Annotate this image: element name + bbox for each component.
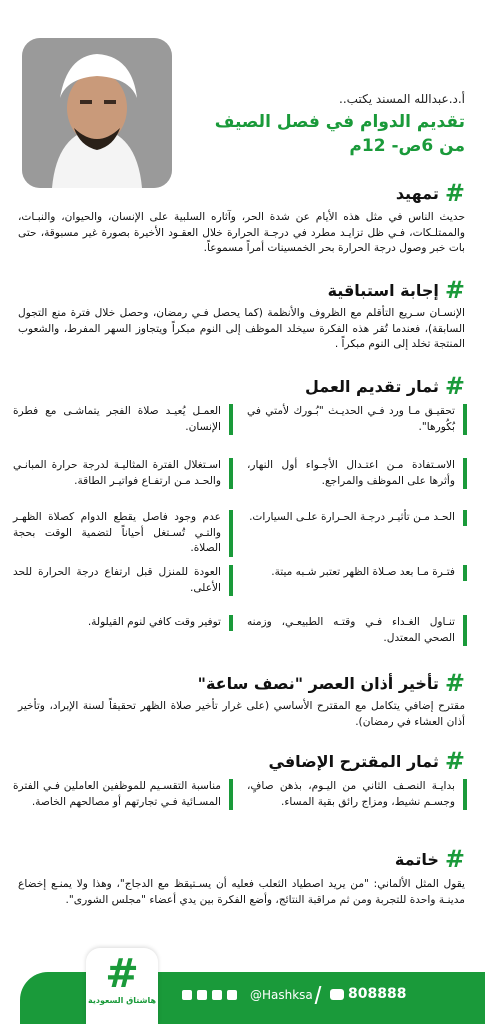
hashtag-icon: #	[444, 669, 465, 697]
benefit-right-1: تحقيـق مـا ورد فـي الحديـث "بُـورك لأمتي في بُكُورها".	[247, 404, 467, 435]
intro-text: حديث الناس في مثل هذه الأيام عن شدة الحر، وآثاره السلبية على الإنسان، والحيوان، والنبـات، والممتلـكات، فـي ظل تزايـد مطرد في درجـة الحرارة خلال العقـود الأخيرة بصورة غير مسبوقة، حتى بات خبر وصول درجة الحرارة بحر الخمسينات أمراً مسموعاً.	[18, 211, 465, 254]
benefit-left-5: توفير وقت كافي لنوم القيلولة.	[13, 615, 233, 631]
sms-number[interactable]: 808888	[330, 986, 406, 1002]
asr-text: مقترح إضافي يتكامل مع المقترح الأساسي (على غرار تأخير صلاة الظهر تحقيقاً لسنة الإبراد، وتأخير أذان العشاء في رمضان).	[18, 700, 465, 728]
section-title-benefits: # ثمار تقديم العمل	[304, 372, 465, 400]
benefit-left-3: عدم وجود فاصل يقطع الدوام كصلاة الظهـر والتـي تُسـتغل أحياناً لتضمية الوقت بحجة الصلاة.	[13, 510, 233, 557]
benefit-left-2: اسـتغلال الفترة المثاليـة لدرجة حرارة المبانـي والحـد مـن ارتفـاع فواتيـر الطاقة.	[13, 458, 233, 489]
author-byline: أ.د.عبدالله المسند يكتب..	[339, 92, 465, 106]
twitter-icon[interactable]	[182, 990, 192, 1000]
hashtag-icon: #	[444, 372, 465, 400]
extra-left: مناسبة التقسـيم للموظفين العاملين فـي الفترة المسـائية فـي تجارتهم أو مصالحهم الخاصة.	[13, 779, 233, 810]
author-portrait-icon	[22, 38, 172, 188]
extra-right: بدايـة النصـف الثاني من اليـوم، بذهن صافٍ، وجسـم نشيط، ومزاج رائق بقية المساء.	[247, 779, 467, 810]
hashtag-icon: #	[444, 845, 465, 873]
benefit-left-4: العودة للمنزل قبل ارتفاع درجة الحرارة للحد الأعلى.	[13, 565, 233, 596]
title-line-1: تقديم الدوام في فصل الصيف	[214, 112, 465, 132]
section-title-extra: # ثمار المقترح الإضافي	[268, 747, 465, 775]
sms-icon	[330, 989, 344, 1000]
hashtag-icon: #	[444, 747, 465, 775]
author-photo	[22, 38, 172, 188]
section-title-asr: # تأخير أذان العصر "نصف ساعة"	[197, 669, 465, 697]
hashtag-icon: #	[444, 179, 465, 207]
social-handle[interactable]: @Hashksa	[250, 988, 313, 1002]
benefit-right-5: تنـاول الغـداء فـي وقتـه الطبيعـي، وزمنه الصحي المعتدل.	[247, 615, 467, 646]
benefit-right-2: الاسـتفادة مـن اعتـدال الأجـواء أول النهار، وأثرها على الموظف والمراجع.	[247, 458, 467, 489]
benefit-right-3: الحـد مـن تأثيـر درجـة الحـرارة علـى السيارات.	[247, 510, 467, 526]
benefit-right-4: فتـرة مـا بعد صـلاة الظهر تعتبر شـبه ميتة.	[247, 565, 467, 581]
brand-hash-logo-icon: #	[105, 951, 139, 997]
social-icons	[182, 990, 237, 1000]
section-title-preemptive: # إجابة استباقية	[327, 276, 465, 304]
section-title-conclusion: # خاتمة	[394, 845, 465, 873]
section-title-intro: # تمهيد	[395, 179, 465, 207]
snapchat-icon[interactable]	[197, 990, 207, 1000]
benefit-left-1: العمـل يُعيـد صلاة الفجر يتماشـى مع فطرة الإنسان.	[13, 404, 233, 435]
brand-name: هاشتاق السعودية	[87, 996, 156, 1005]
conclusion-text: يقول المثل الألماني: "من يريد اصطياد الثعلب فعليه أن يسـتيقظ مع الدجاج"، وهذا ولا يمنـع إخضاع مدينـة واحدة للتجربة ومن ثم مراقبة النتائج، وأضع الفكرة بين يدي أعضاء "مجلس الشورى".	[18, 878, 465, 906]
telegram-icon[interactable]	[227, 990, 237, 1000]
brand-badge[interactable]	[86, 948, 158, 1024]
preemptive-text: الإنسـان سـريع التأقلم مع الظروف والأنظمة (كما يحصل فـي رمضان، وحصل خلال فترة منع التجول السابقة)، فعندما تُقر هذه الفكرة سيخلد الموظف إلى النوم مبكراً ويتجاوز السهر المفرط، والشعوب المنتجة تخلد إلى النوم مبكراً .	[18, 307, 465, 350]
instagram-icon[interactable]	[212, 990, 222, 1000]
page-title	[175, 110, 465, 158]
title-line-2: من 6ص- 12م	[349, 136, 465, 156]
hashtag-icon: #	[444, 276, 465, 304]
